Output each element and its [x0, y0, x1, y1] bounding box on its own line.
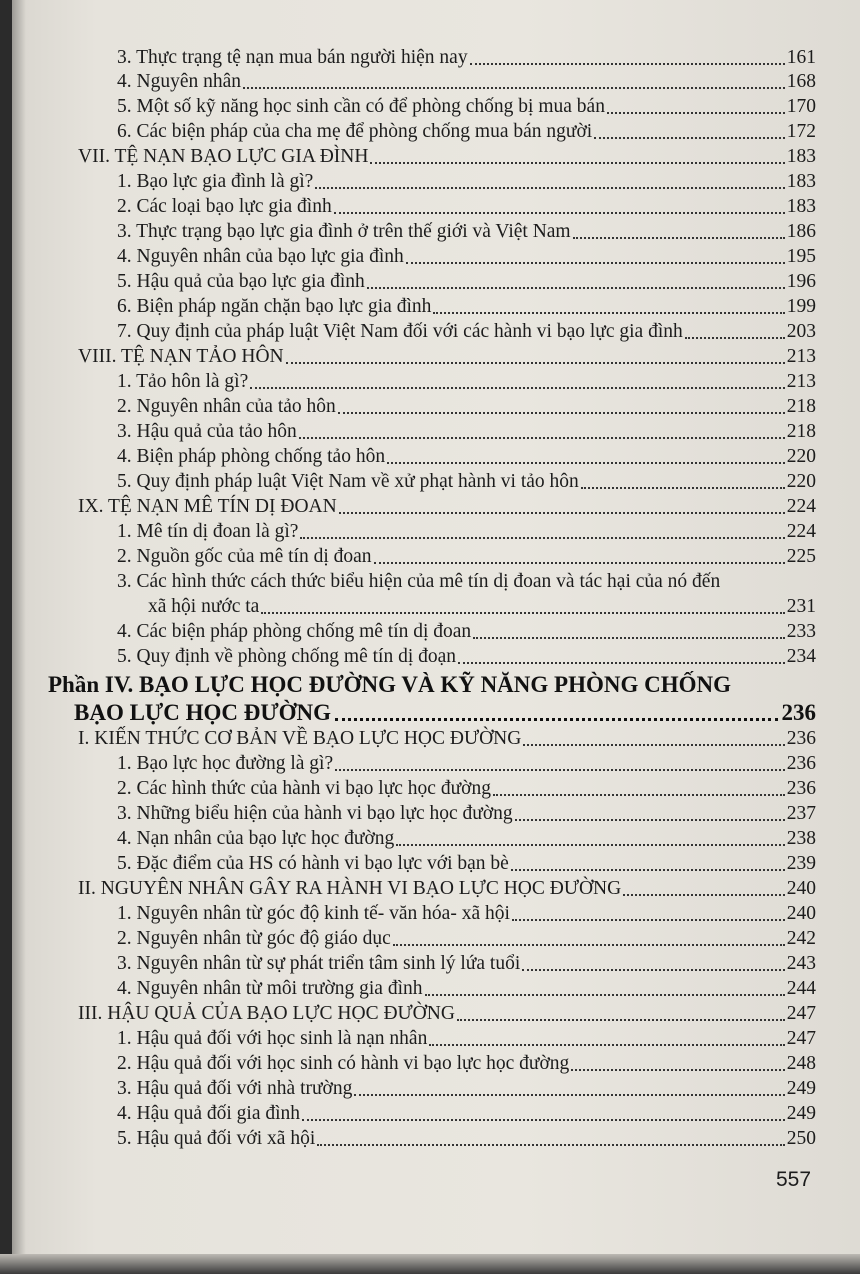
toc-section-heading: II. NGUYÊN NHÂN GÂY RA HÀNH VI BẠO LỰC HỌC ĐƯỜNG 240 [78, 878, 816, 899]
toc-entry: 4. Nguyên nhân 168 [117, 71, 816, 92]
toc-entry: 2. Nguồn gốc của mê tín dị đoan 225 [117, 546, 816, 567]
toc-entry: 1. Bạo lực gia đình là gì? 183 [117, 171, 816, 192]
toc-section-heading: VIII. TỆ NẠN TẢO HÔN 213 [78, 346, 816, 367]
toc-entry: 1. Mê tín dị đoan là gì? 224 [117, 521, 816, 542]
toc-entry: 1. Hậu quả đối với học sinh là nạn nhân 247 [117, 1028, 816, 1049]
page-gutter-shadow [12, 0, 26, 1274]
toc-entry: 5. Quy định về phòng chống mê tín dị đoạn 234 [117, 646, 816, 667]
toc-entry: 5. Một số kỹ năng học sinh cần có để phòng chống bị mua bán 170 [117, 96, 816, 117]
toc-entry-continuation: xã hội nước ta 231 [148, 596, 816, 617]
page-bottom-edge [0, 1254, 860, 1274]
book-page [12, 0, 860, 1274]
toc-entry: 4. Các biện pháp phòng chống mê tín dị đoan 233 [117, 621, 816, 642]
toc-entry: 4. Nạn nhân của bạo lực học đường 238 [117, 828, 816, 849]
toc-entry: 4. Biện pháp phòng chống tảo hôn 220 [117, 446, 816, 467]
toc-entry: 2. Nguyên nhân từ góc độ giáo dục 242 [117, 928, 816, 949]
toc-entry: 3. Hậu quả đối với nhà trường 249 [117, 1078, 816, 1099]
toc-entry: 5. Hậu quả của bạo lực gia đình 196 [117, 271, 816, 292]
toc-entry: 5. Đặc điểm của HS có hành vi bạo lực với bạn bè 239 [117, 853, 816, 874]
toc-entry: 2. Các loại bạo lực gia đình 183 [117, 196, 816, 217]
toc-entry: 3. Nguyên nhân từ sự phát triển tâm sinh lý lứa tuổi 243 [117, 953, 816, 974]
toc-entry: 6. Các biện pháp của cha mẹ để phòng chống mua bán người 172 [117, 121, 816, 142]
toc-entry: 4. Nguyên nhân từ môi trường gia đình 244 [117, 978, 816, 999]
toc-entry: 5. Quy định pháp luật Việt Nam về xử phạt hành vi tảo hôn 220 [117, 471, 816, 492]
toc-entry: 3. Thực trạng bạo lực gia đình ở trên thế giới và Việt Nam 186 [117, 221, 816, 242]
toc-entry: 6. Biện pháp ngăn chặn bạo lực gia đình 199 [117, 296, 816, 317]
toc-entry: 4. Nguyên nhân của bạo lực gia đình 195 [117, 246, 816, 267]
toc-section-heading: VII. TỆ NẠN BẠO LỰC GIA ĐÌNH 183 [78, 146, 816, 167]
toc-entry: 4. Hậu quả đối gia đình 249 [117, 1103, 816, 1124]
toc-entry: 7. Quy định của pháp luật Việt Nam đối với các hành vi bạo lực gia đình 203 [117, 321, 816, 342]
toc-entry: 3. Thực trạng tệ nạn mua bán người hiện nay 161 [117, 47, 816, 68]
toc-entry: 1. Tảo hôn là gì? 213 [117, 371, 816, 392]
toc-section-heading: IX. TỆ NẠN MÊ TÍN DỊ ĐOAN 224 [78, 496, 816, 517]
toc-entry: 2. Nguyên nhân của tảo hôn 218 [117, 396, 816, 417]
toc-section-heading: I. KIẾN THỨC CƠ BẢN VỀ BẠO LỰC HỌC ĐƯỜNG 236 [78, 728, 816, 749]
part-title-line2: BẠO LỰC HỌC ĐƯỜNG 236 [74, 700, 816, 725]
toc-entry: 2. Hậu quả đối với học sinh có hành vi bạo lực học đường 248 [117, 1053, 816, 1074]
toc-section-heading: III. HẬU QUẢ CỦA BẠO LỰC HỌC ĐƯỜNG 247 [78, 1003, 816, 1024]
toc-entry: 3. Hậu quả của tảo hôn 218 [117, 421, 816, 442]
toc-entry: 1. Bạo lực học đường là gì? 236 [117, 753, 816, 774]
toc-entry: 2. Các hình thức của hành vi bạo lực học đường 236 [117, 778, 816, 799]
toc-entry: 3. Những biểu hiện của hành vi bạo lực học đường 237 [117, 803, 816, 824]
toc-entry-wrapped-line: 3. Các hình thức cách thức biểu hiện của mê tín dị đoan và tác hại của nó đến [117, 571, 721, 592]
toc-entry: 1. Nguyên nhân từ góc độ kinh tế- văn hóa- xã hội 240 [117, 903, 816, 924]
part-title-line1: Phần IV. BẠO LỰC HỌC ĐƯỜNG VÀ KỸ NĂNG PHÒNG CHỐNG [48, 672, 732, 697]
page-number: 557 [776, 1168, 812, 1191]
toc-entry: 5. Hậu quả đối với xã hội 250 [117, 1128, 816, 1149]
